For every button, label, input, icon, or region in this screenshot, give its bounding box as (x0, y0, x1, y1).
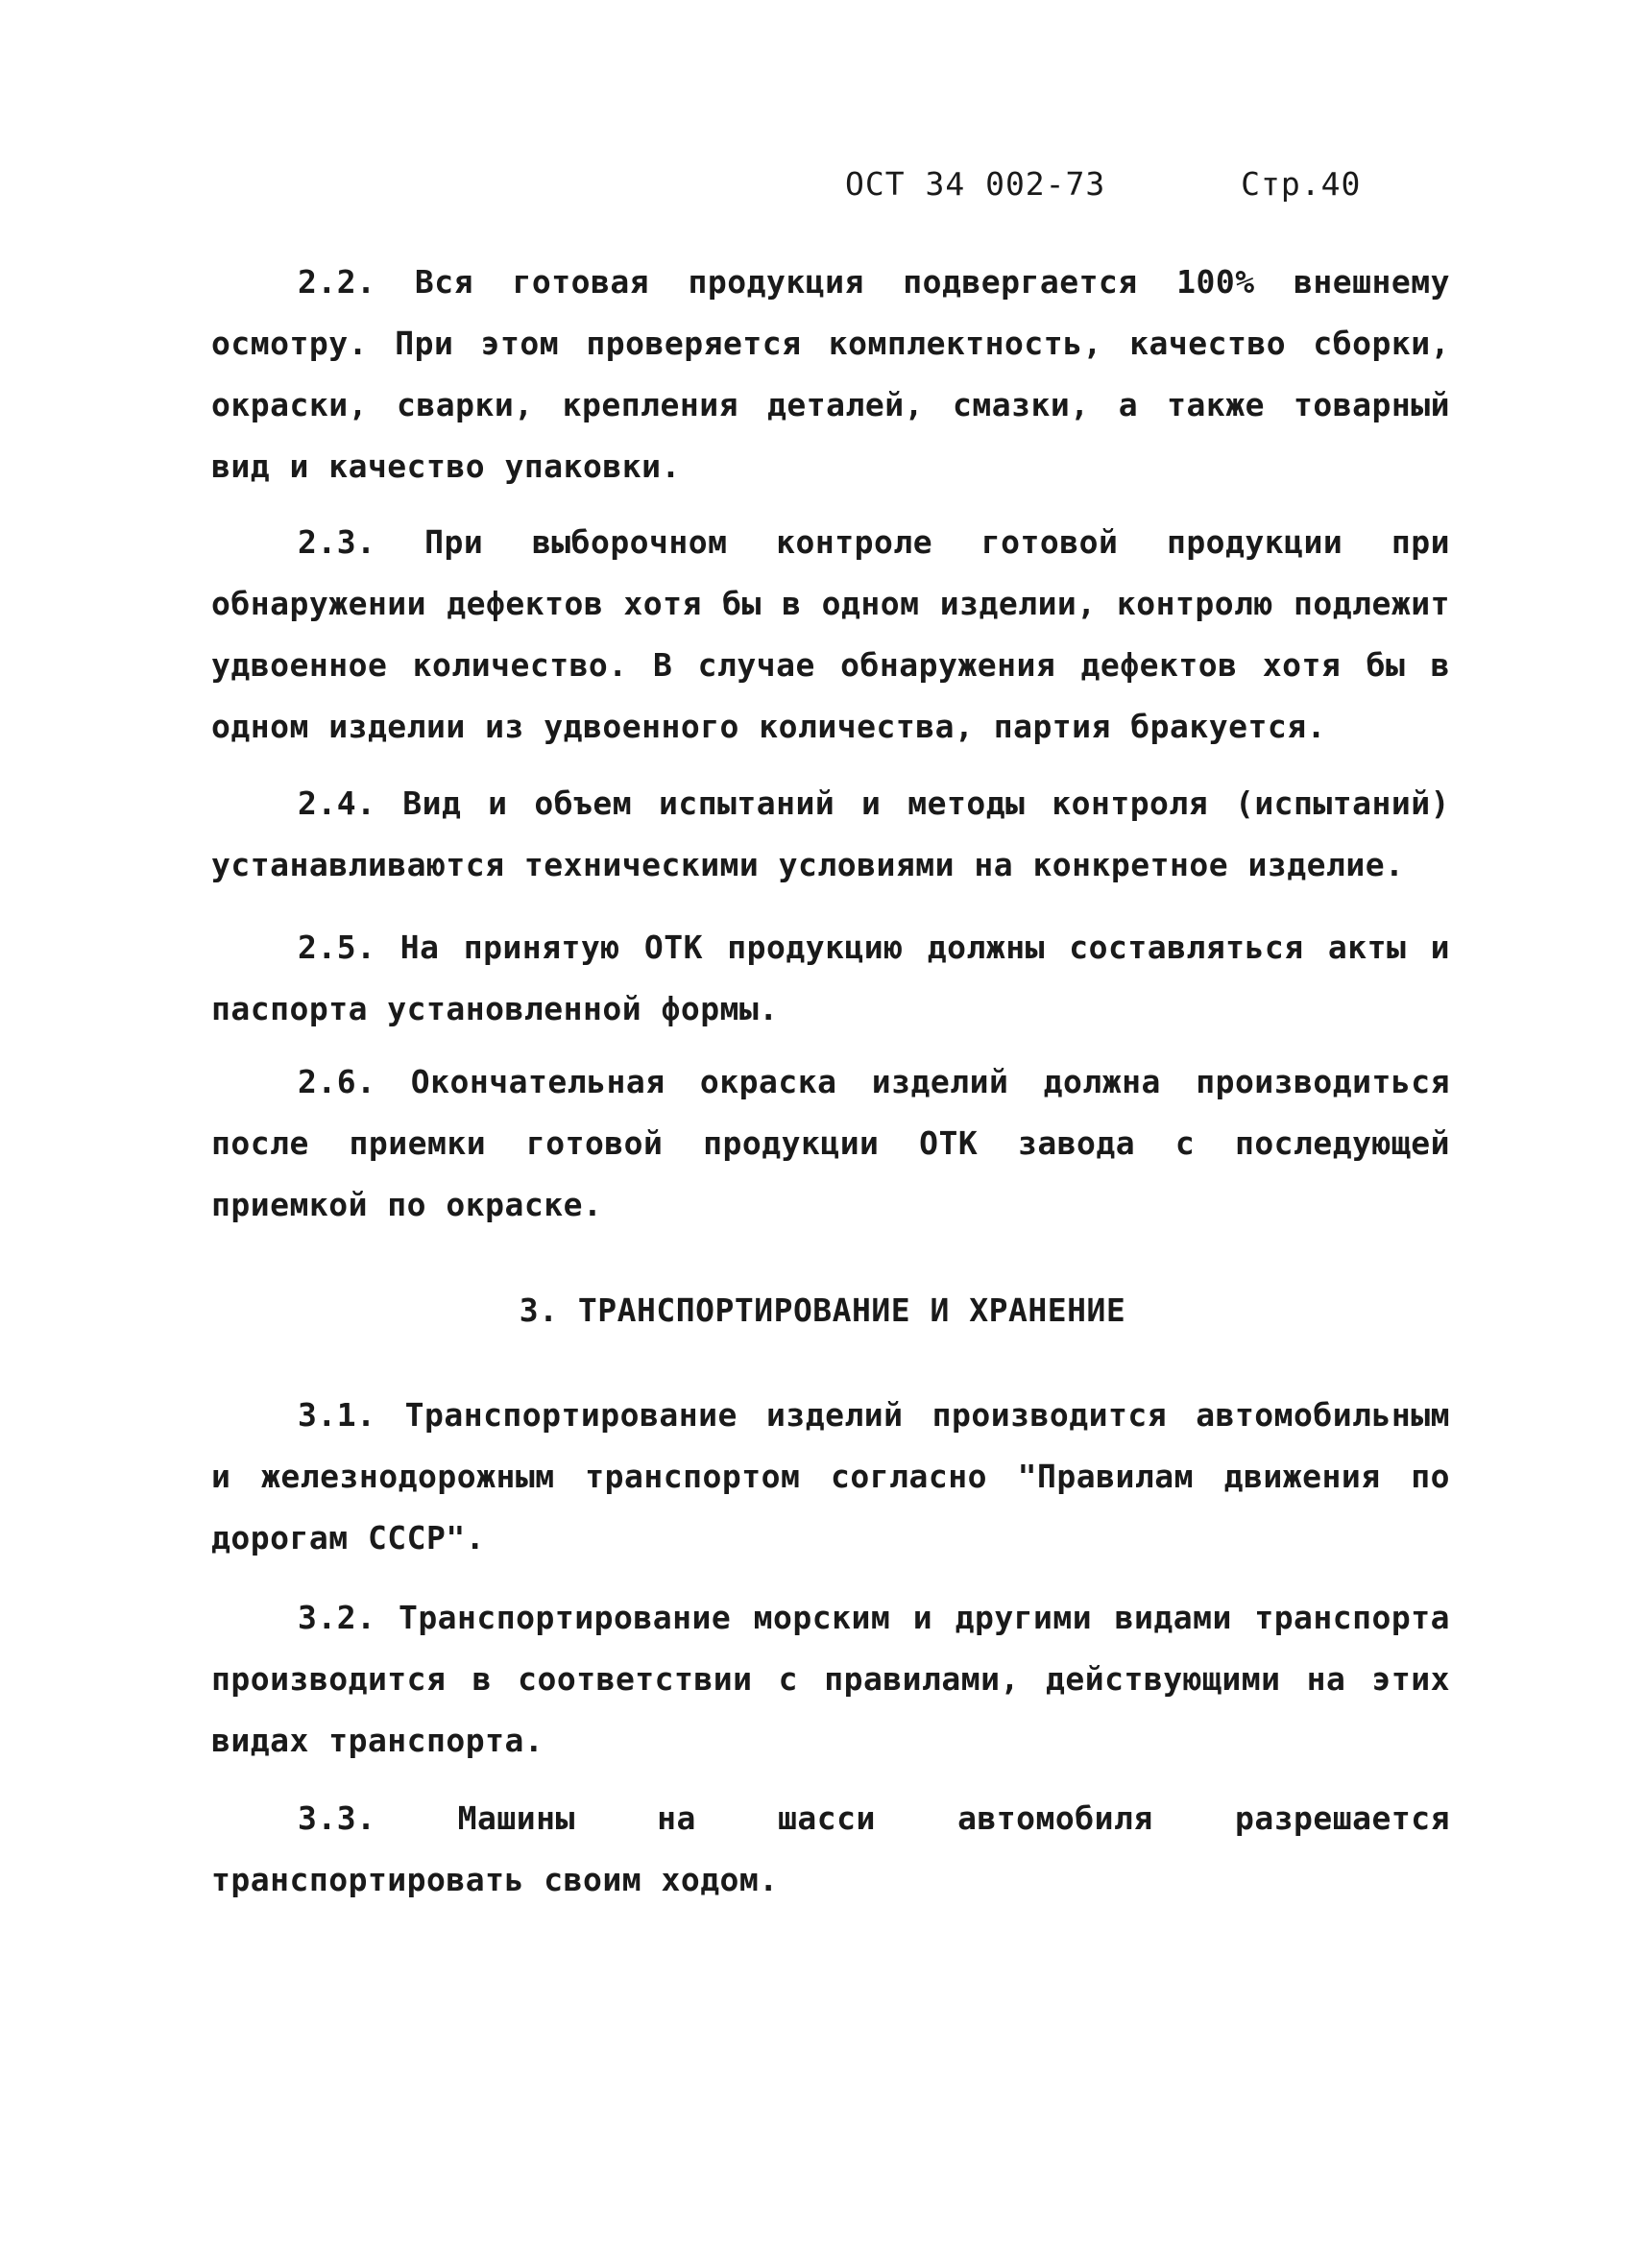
paragraph-text: 2.4. Вид и объем испытаний и методы контроля (испытаний) устанавливаются техническими условиями на конкретное изделие. (211, 784, 1450, 883)
paragraph-text: 2.5. На принятую ОТК продукцию должны составляться акты и паспорта установленной формы. (211, 929, 1450, 1027)
section-title: 3. ТРАНСПОРТИРОВАНИЕ И ХРАНЕНИЕ (519, 1291, 1126, 1329)
document-code: ОСТ 34 002-73 (845, 165, 1106, 203)
paragraph-text: 3.3. Машины на шасси автомобиля разрешается транспортировать своим ходом. (211, 1799, 1450, 1898)
paragraph-3-3 (211, 1788, 1450, 1911)
paragraph-2-2 (211, 252, 1450, 497)
paragraph-2-3 (211, 512, 1450, 758)
page-number: Стр.40 (1241, 165, 1362, 203)
paragraph-text: 2.3. При выборочном контроле готовой продукции при обнаружении дефектов хотя бы в одном изделии, контролю подлежит удвоенное количество. В случае обнаружения дефектов хотя бы в одном изделии из удвоенного количества, партия бракуется. (211, 523, 1450, 745)
paragraph-2-6 (211, 1051, 1450, 1236)
page-header (845, 165, 1361, 203)
paragraph-text: 3.2. Транспортирование морским и другими видами транспорта производится в соответствии с правилами, действующими на этих видах транспорта. (211, 1599, 1450, 1759)
paragraph-2-5 (211, 917, 1450, 1040)
paragraph-3-2 (211, 1587, 1450, 1772)
paragraph-text: 3.1. Транспортирование изделий производится автомобильным и железнодорожным транспортом согласно "Правилам движения по дорогам СССР". (211, 1396, 1450, 1556)
paragraph-3-1 (211, 1385, 1450, 1569)
paragraph-2-4 (211, 773, 1450, 896)
paragraph-text: 2.6. Окончательная окраска изделий должна производиться после приемки готовой продукции ОТК завода с последующей приемкой по окраске. (211, 1063, 1450, 1223)
paragraph-text: 2.2. Вся готовая продукция подвергается 100% внешнему осмотру. При этом проверяется комплектность, качество сборки, окраски, сварки, крепления деталей, смазки, а также товарный вид и качество упаковки. (211, 263, 1450, 485)
